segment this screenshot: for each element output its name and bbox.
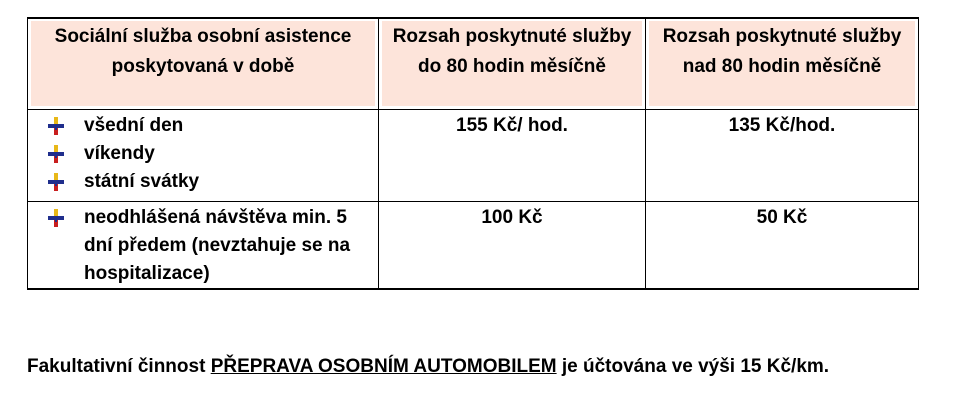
table-header-row bbox=[28, 18, 919, 110]
list-item: neodhlášená návštěva min. 5 dní předem (nevztahuje se na hospitalizace) bbox=[48, 204, 378, 288]
price-table bbox=[27, 17, 919, 290]
price-over-80-cell: 50 Kč bbox=[646, 202, 919, 290]
header-upto-80-hours: Rozsah poskytnuté služby do 80 hodin měsíčně bbox=[379, 18, 646, 110]
price-upto-80-cell: 155 Kč/ hod. bbox=[379, 110, 646, 202]
header-service: Sociální služba osobní asistence poskytovaná v době bbox=[28, 18, 379, 110]
price-over-80-cell: 135 Kč/hod. bbox=[646, 110, 919, 202]
table-row bbox=[28, 202, 919, 290]
note-suffix: je účtována ve výši 15 Kč/km. bbox=[556, 356, 830, 377]
list-item: všední den bbox=[48, 112, 378, 140]
transport-fee-note bbox=[27, 356, 829, 378]
arrow-bullet-icon bbox=[48, 209, 64, 227]
arrow-bullet-icon bbox=[48, 117, 64, 135]
list-item: státní svátky bbox=[48, 168, 378, 196]
arrow-bullet-icon bbox=[48, 145, 64, 163]
unannounced-visit-cell bbox=[28, 202, 379, 290]
note-prefix: Fakultativní činnost bbox=[27, 356, 211, 377]
header-over-80-hours: Rozsah poskytnuté služby nad 80 hodin měsíčně bbox=[646, 18, 919, 110]
arrow-bullet-icon bbox=[48, 173, 64, 191]
table-row bbox=[28, 110, 919, 202]
list-item: víkendy bbox=[48, 140, 378, 168]
note-emphasis: PŘEPRAVA OSOBNÍM AUTOMOBILEM bbox=[210, 356, 557, 377]
service-times-cell bbox=[28, 110, 379, 202]
price-upto-80-cell: 100 Kč bbox=[379, 202, 646, 290]
